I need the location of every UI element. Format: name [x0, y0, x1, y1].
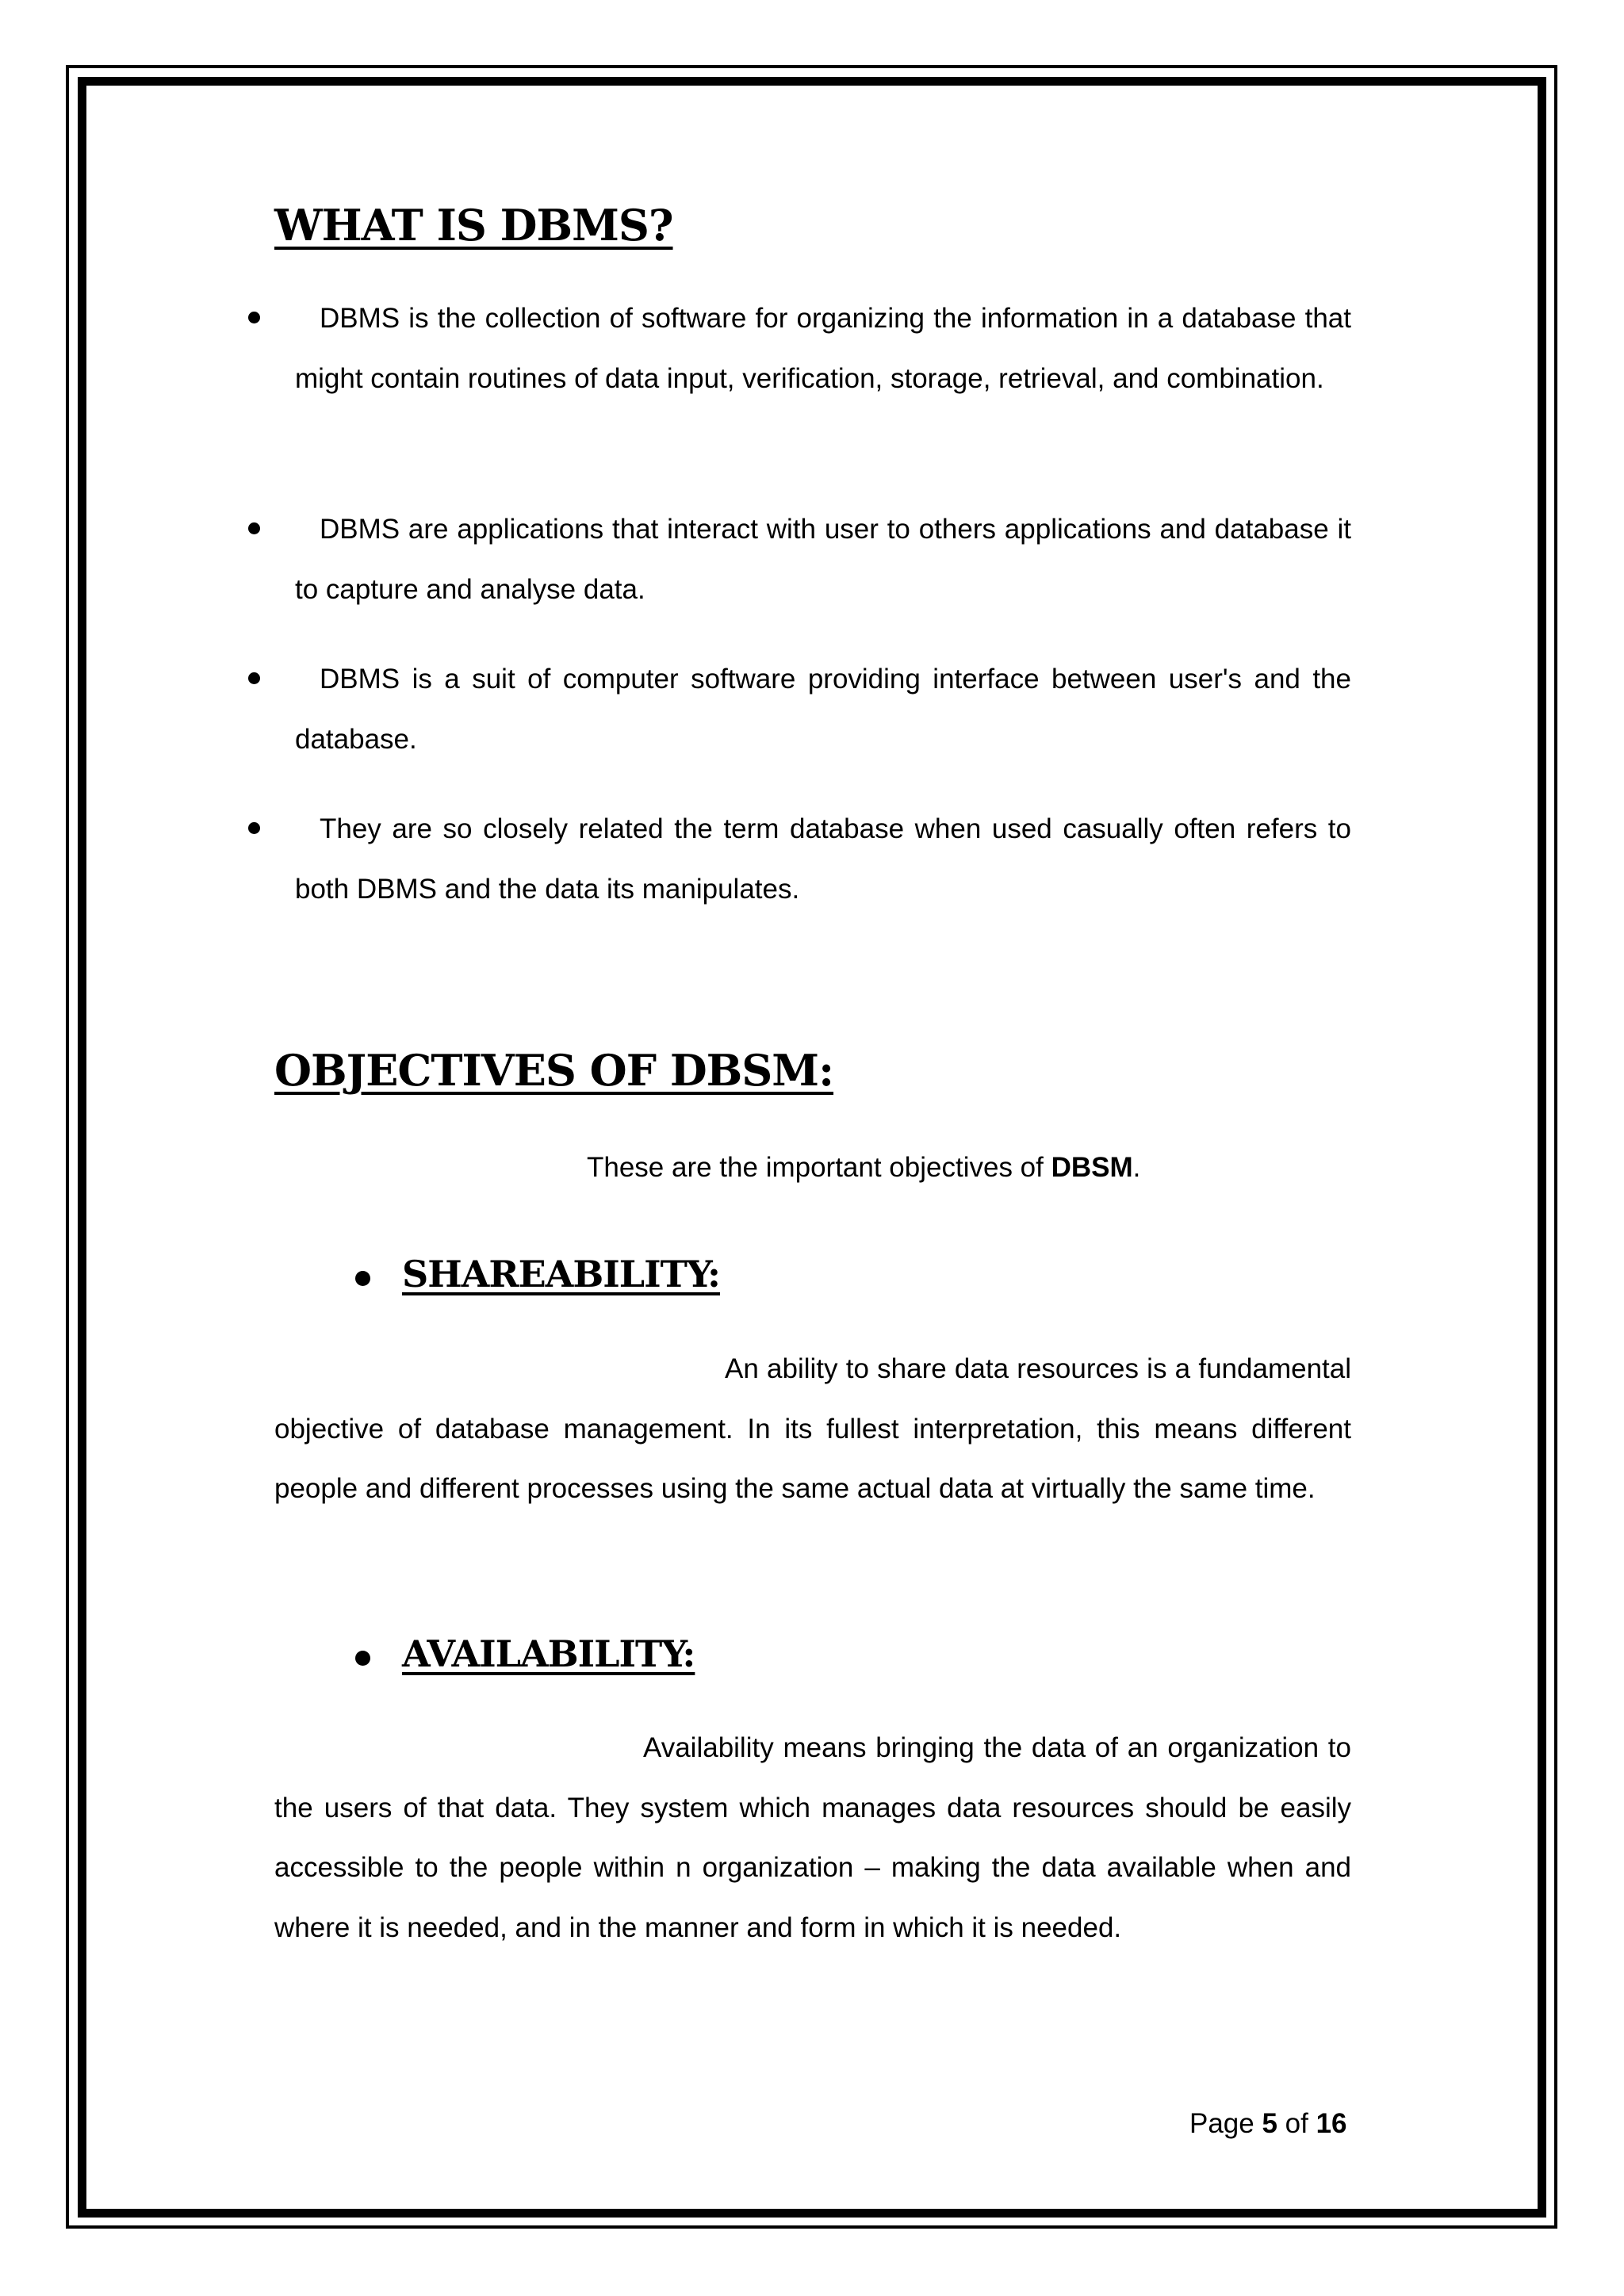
- bullet-text-3: DBMS is a suit of computer software providing interface between user's and the database.: [295, 664, 1351, 755]
- objectives-intro-end: .: [1132, 1152, 1141, 1183]
- page-label: Page: [1189, 2108, 1262, 2139]
- page-number: 5: [1262, 2108, 1277, 2139]
- bullet-text-1: DBMS is the collection of software for organizing the information in a database that might contain routines of data input, verification, storage, retrieval, and combination.: [295, 303, 1351, 394]
- bullet-text-4: They are so closely related the term database when used casually often refers to both DBMS and the data its manipulates.: [295, 813, 1351, 905]
- bullet-icon: [248, 312, 260, 323]
- section-heading-objectives: OBJECTIVES OF DBSM:: [274, 1045, 834, 1096]
- bullet-icon: [248, 522, 260, 534]
- shareability-text: An ability to share data resources is a fundamental objective of database management. In its fullest interpretation, this means different people and different processes using the same actual data at virtually the same time.: [274, 1353, 1351, 1504]
- page-number-footer: [1189, 2108, 1347, 2140]
- objectives-intro: [587, 1152, 1140, 1184]
- bullet-icon: [355, 1651, 370, 1666]
- bullet-icon: [248, 672, 260, 684]
- subheading-availability: AVAILABILITY:: [402, 1632, 695, 1675]
- bullet-text-2: DBMS are applications that interact with user to others applications and database it to capture and analyse data.: [295, 514, 1351, 605]
- objectives-intro-text: These are the important objectives of: [587, 1152, 1051, 1183]
- subheading-shareability: SHAREABILITY:: [402, 1253, 720, 1295]
- of-label: of: [1277, 2108, 1316, 2139]
- bullet-icon: [248, 822, 260, 834]
- availability-text: Availability means bringing the data of an organization to the users of that data. They system which manages data resources should be easily accessible to the people within n organization – making the data available when and where it is needed, and in the manner and form in which it is needed.: [274, 1732, 1351, 1943]
- bullet-icon: [355, 1271, 370, 1286]
- total-pages: 16: [1316, 2108, 1347, 2139]
- objectives-intro-bold: DBSM: [1051, 1152, 1133, 1183]
- section-heading-what-is-dbms: WHAT IS DBMS?: [274, 200, 673, 251]
